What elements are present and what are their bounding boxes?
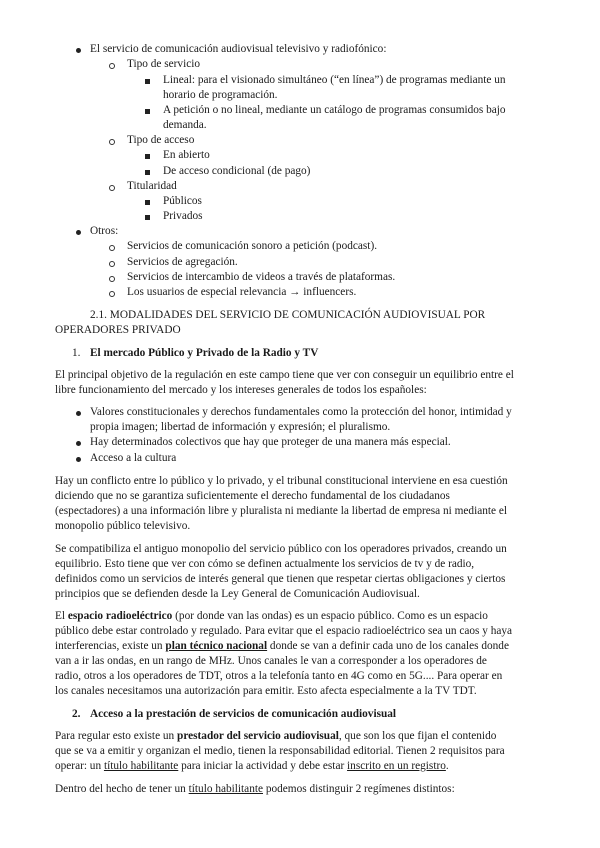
text-run: para iniciar la actividad y debe estar xyxy=(178,760,348,772)
text-run: podemos distinguir 2 regímenes distintos: xyxy=(263,783,455,795)
bold-term: espacio radioeléctrico xyxy=(67,610,173,622)
paragraph-line: definidos como un servicios de interés general que tienen que respetar ciertas obligaciones y ciertos xyxy=(55,573,506,585)
paragraph-line xyxy=(55,759,449,774)
list-item: Tipo de acceso xyxy=(127,134,195,146)
paragraph-line: Se compatibiliza el antiguo monopolio del servicio público con los operadores privados, creando un xyxy=(55,543,507,555)
paragraph-line: El principal objetivo de la regulación en este campo tiene que ver con conseguir un equilibrio entre el xyxy=(55,369,514,381)
paragraph-line: diciendo que no se garantiza suficientemente el derecho fundamental de los ciudadanos xyxy=(55,490,450,502)
text-run: . xyxy=(445,760,449,772)
list-item: En abierto xyxy=(163,149,210,161)
list-item: Otros: xyxy=(90,225,119,237)
heading-text: Acceso a la prestación de servicios de comunicación audiovisual xyxy=(90,708,397,720)
circle-bullet-icon xyxy=(109,185,115,191)
paragraph-line: van a ir las ondas, en un rango de MHz. Unos canales le van a corresponder a los operadores de xyxy=(55,655,487,667)
text-run: operar: un xyxy=(55,760,104,772)
list-item: Tipo de servicio xyxy=(127,58,201,70)
square-bullet-icon xyxy=(145,109,150,114)
list-item-continuation: propia imagen; libertad de información y expresión; el pluralismo. xyxy=(90,421,391,433)
heading xyxy=(90,346,318,361)
heading-number xyxy=(72,707,80,722)
text-run: , que son los que fijan el contenido xyxy=(338,730,497,742)
list-item: Servicios de comunicación sonoro a petición (podcast). xyxy=(127,240,378,252)
list-item: Privados xyxy=(163,210,203,222)
square-bullet-icon xyxy=(145,170,150,175)
paragraph-line xyxy=(55,729,496,744)
paragraph-line: radio, otros a los operadores de TDT, otros a la telefonía tanto en 4G como en 5G.... Para operar en xyxy=(55,670,503,682)
paragraph-line: monopolio público televisivo. xyxy=(55,520,191,532)
paragraph-line: público debe estar controlado y regulado. Para evitar que el espacio radioeléctrico sea un caos y haya xyxy=(55,625,513,637)
bold-underlined-term: plan técnico nacional xyxy=(165,640,268,652)
circle-bullet-icon xyxy=(109,63,115,69)
underlined-term: título habilitante xyxy=(103,760,179,772)
bullet-icon xyxy=(76,441,81,446)
paragraph-line: (espectadores) a una información libre y pluralista ni mediante la libertad de empresa ni mediante el xyxy=(55,505,508,517)
list-item: Lineal: para el visionado simultáneo (“en línea”) de programas mediante un xyxy=(163,74,506,86)
paragraph-line: que se va a emitir y organizan el medio, tienen la responsabilidad editorial. Tienen 2 requisitos para xyxy=(55,745,505,757)
text-run: Para regular esto existe un xyxy=(55,730,178,742)
heading-number-text: 2. xyxy=(72,708,81,720)
circle-bullet-icon xyxy=(109,245,115,251)
text-run: donde se van a definir cada uno de los canales donde xyxy=(267,640,509,652)
paragraph-line: equilibrio. Esto tiene que ver con cómo se definen actualmente los servicios de tv y de radio, xyxy=(55,558,475,570)
paragraph-line: los canales necesitamos una autorización para emitir. Esto afecta especialmente a la TV TDT. xyxy=(55,685,477,697)
list-item: Los usuarios de especial relevancia → influencers. xyxy=(127,286,357,298)
list-item: Titularidad xyxy=(127,180,177,192)
paragraph-line xyxy=(55,782,455,797)
text-run: interferencias, existe un xyxy=(55,640,166,652)
heading-text: El mercado Público y Privado de la Radio y TV xyxy=(90,347,319,359)
list-item: Públicos xyxy=(163,195,202,207)
bullet-icon xyxy=(76,230,81,235)
circle-bullet-icon xyxy=(109,291,115,297)
circle-bullet-icon xyxy=(109,139,115,145)
heading-number: 1. xyxy=(72,347,81,359)
paragraph-line: libre funcionamiento del mercado y los intereses generales de todos los españoles: xyxy=(55,384,427,396)
paragraph-line xyxy=(55,609,488,624)
square-bullet-icon xyxy=(145,79,150,84)
text-run: Dentro del hecho de tener un xyxy=(55,783,189,795)
bullet-icon xyxy=(76,457,81,462)
underlined-term: inscrito en un registro xyxy=(347,760,446,772)
list-item: Acceso a la cultura xyxy=(90,452,177,464)
circle-bullet-icon xyxy=(109,261,115,267)
square-bullet-icon xyxy=(145,154,150,159)
list-item: Valores constitucionales y derechos fundamentales como la protección del honor, intimidad y xyxy=(90,406,512,418)
list-item: Servicios de agregación. xyxy=(127,256,238,268)
list-item-continuation: horario de programación. xyxy=(163,89,278,101)
bold-term: prestador del servicio audiovisual xyxy=(177,730,339,742)
paragraph-line: Hay un conflicto entre lo público y lo privado, y el tribunal constitucional interviene en esa cuestión xyxy=(55,475,508,487)
bullet-icon xyxy=(76,411,81,416)
list-item: Servicios de intercambio de videos a través de plataformas. xyxy=(127,271,396,283)
list-item: Hay determinados colectivos que hay que proteger de una manera más especial. xyxy=(90,436,451,448)
section-title: 2.1. MODALIDADES DEL SERVICIO DE COMUNICACIÓN AUDIOVISUAL POR xyxy=(90,309,486,321)
list-item-continuation: demanda. xyxy=(163,119,207,131)
list-item: El servicio de comunicación audiovisual televisivo y radiofónico: xyxy=(90,43,387,55)
paragraph-line xyxy=(55,639,509,654)
text-run: (por donde van las ondas) es un espacio público. Como es un espacio xyxy=(172,610,488,622)
bullet-icon xyxy=(76,48,81,53)
paragraph-line: principios que se defienden desde la Ley General de Comunicación Audiovisual. xyxy=(55,588,420,600)
circle-bullet-icon xyxy=(109,276,115,282)
heading xyxy=(90,707,396,722)
underlined-term: título habilitante xyxy=(188,783,263,795)
square-bullet-icon xyxy=(145,200,150,205)
list-item: A petición o no lineal, mediante un catálogo de programas consumidos bajo xyxy=(163,104,506,116)
square-bullet-icon xyxy=(145,215,150,220)
text-run: El xyxy=(55,610,68,622)
section-title-continuation: OPERADORES PRIVADO xyxy=(55,324,181,336)
list-item: De acceso condicional (de pago) xyxy=(163,165,311,177)
